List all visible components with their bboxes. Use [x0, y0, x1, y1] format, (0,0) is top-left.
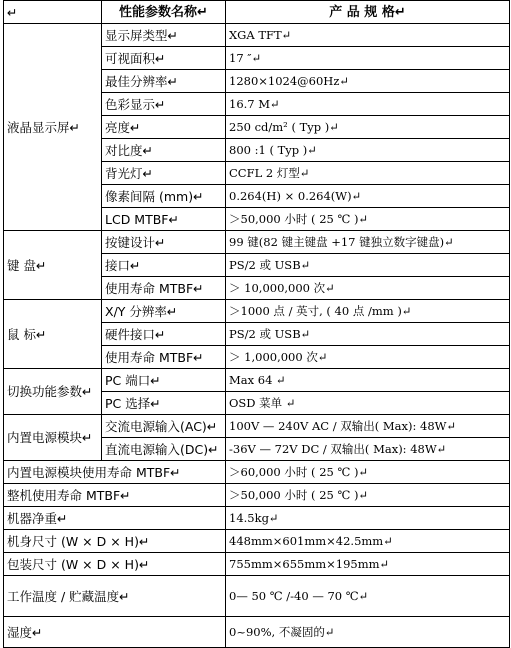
param-cell: 机器净重↵ [4, 507, 226, 530]
param-cell: 使用寿命 MTBF↵ [102, 277, 226, 300]
header-corner: ↵ [4, 1, 102, 24]
table-row [4, 484, 510, 507]
header-value: 产 品 规 格↵ [226, 1, 510, 24]
spec-table [3, 0, 510, 648]
param-cell: 硬件接口↵ [102, 323, 226, 346]
param-cell: 使用寿命 MTBF↵ [102, 346, 226, 369]
value-cell: ＞ 10,000,000 次↵ [226, 277, 510, 300]
value-cell: 16.7 M↵ [226, 93, 510, 116]
param-cell: 对比度↵ [102, 139, 226, 162]
param-cell: 内置电源模块使用寿命 MTBF↵ [4, 461, 226, 484]
param-cell: 包装尺寸 (W × D × H)↵ [4, 553, 226, 576]
table-row [4, 576, 510, 617]
param-cell: 工作温度 / 贮藏温度↵ [4, 576, 226, 617]
value-cell: ＞60,000 小时 ( 25 ℃ )↵ [226, 461, 510, 484]
value-cell: PS/2 或 USB↵ [226, 323, 510, 346]
value-cell: ＞1000 点 / 英寸, ( 40 点 /mm )↵ [226, 300, 510, 323]
value-cell: PS/2 或 USB↵ [226, 254, 510, 277]
param-cell: 亮度↵ [102, 116, 226, 139]
table-row [4, 300, 510, 323]
table-row [4, 530, 510, 553]
value-cell: 1280×1024@60Hz↵ [226, 70, 510, 93]
param-cell: 整机使用寿命 MTBF↵ [4, 484, 226, 507]
param-cell: X/Y 分辨率↵ [102, 300, 226, 323]
table-row [4, 415, 510, 438]
param-cell: 最佳分辨率↵ [102, 70, 226, 93]
table-row [4, 369, 510, 392]
param-cell: 湿度↵ [4, 617, 226, 648]
value-cell: OSD 菜单 ↵ [226, 392, 510, 415]
param-cell: 显示屏类型↵ [102, 24, 226, 47]
value-cell: CCFL 2 灯型↵ [226, 162, 510, 185]
param-cell: LCD MTBF↵ [102, 208, 226, 231]
value-cell: 14.5kg↵ [226, 507, 510, 530]
value-cell: 0— 50 ℃ /-40 — 70 ℃↵ [226, 576, 510, 617]
table-row [4, 231, 510, 254]
value-cell: 100V — 240V AC / 双输出( Max): 48W↵ [226, 415, 510, 438]
param-cell: 像素间隔 (mm)↵ [102, 185, 226, 208]
table-row [4, 553, 510, 576]
param-cell: 色彩显示↵ [102, 93, 226, 116]
value-cell: ＞50,000 小时 ( 25 ℃ )↵ [226, 484, 510, 507]
param-cell: 直流电源输入(DC)↵ [102, 438, 226, 461]
category-power: 内置电源模块↵ [4, 415, 102, 461]
table-row [4, 507, 510, 530]
value-cell: 0~90%, 不凝固的↵ [226, 617, 510, 648]
value-cell: Max 64 ↵ [226, 369, 510, 392]
param-cell: 按键设计↵ [102, 231, 226, 254]
header-row [4, 1, 510, 24]
param-cell: 机身尺寸 (W × D × H)↵ [4, 530, 226, 553]
param-cell: PC 选择↵ [102, 392, 226, 415]
value-cell: -36V — 72V DC / 双输出( Max): 48W↵ [226, 438, 510, 461]
value-cell: 755mm×655mm×195mm↵ [226, 553, 510, 576]
table-row [4, 24, 510, 47]
table-row [4, 617, 510, 648]
value-cell: 99 键(82 键主键盘 +17 键独立数字键盘)↵ [226, 231, 510, 254]
value-cell: ＞50,000 小时 ( 25 ℃ )↵ [226, 208, 510, 231]
param-cell: PC 端口↵ [102, 369, 226, 392]
param-cell: 背光灯↵ [102, 162, 226, 185]
param-cell: 可视面积↵ [102, 47, 226, 70]
value-cell: 250 cd/m² ( Typ )↵ [226, 116, 510, 139]
value-cell: 0.264(H) × 0.264(W)↵ [226, 185, 510, 208]
header-param: 性能参数名称↵ [102, 1, 226, 24]
category-lcd: 液晶显示屏↵ [4, 24, 102, 231]
value-cell: ＞ 1,000,000 次↵ [226, 346, 510, 369]
value-cell: 800 :1 ( Typ )↵ [226, 139, 510, 162]
value-cell: 17 ″↵ [226, 47, 510, 70]
category-mouse: 鼠 标↵ [4, 300, 102, 369]
category-keyboard: 键 盘↵ [4, 231, 102, 300]
value-cell: 448mm×601mm×42.5mm↵ [226, 530, 510, 553]
param-cell: 交流电源输入(AC)↵ [102, 415, 226, 438]
param-cell: 接口↵ [102, 254, 226, 277]
table-row [4, 461, 510, 484]
value-cell: XGA TFT↵ [226, 24, 510, 47]
category-switch: 切换功能参数↵ [4, 369, 102, 415]
